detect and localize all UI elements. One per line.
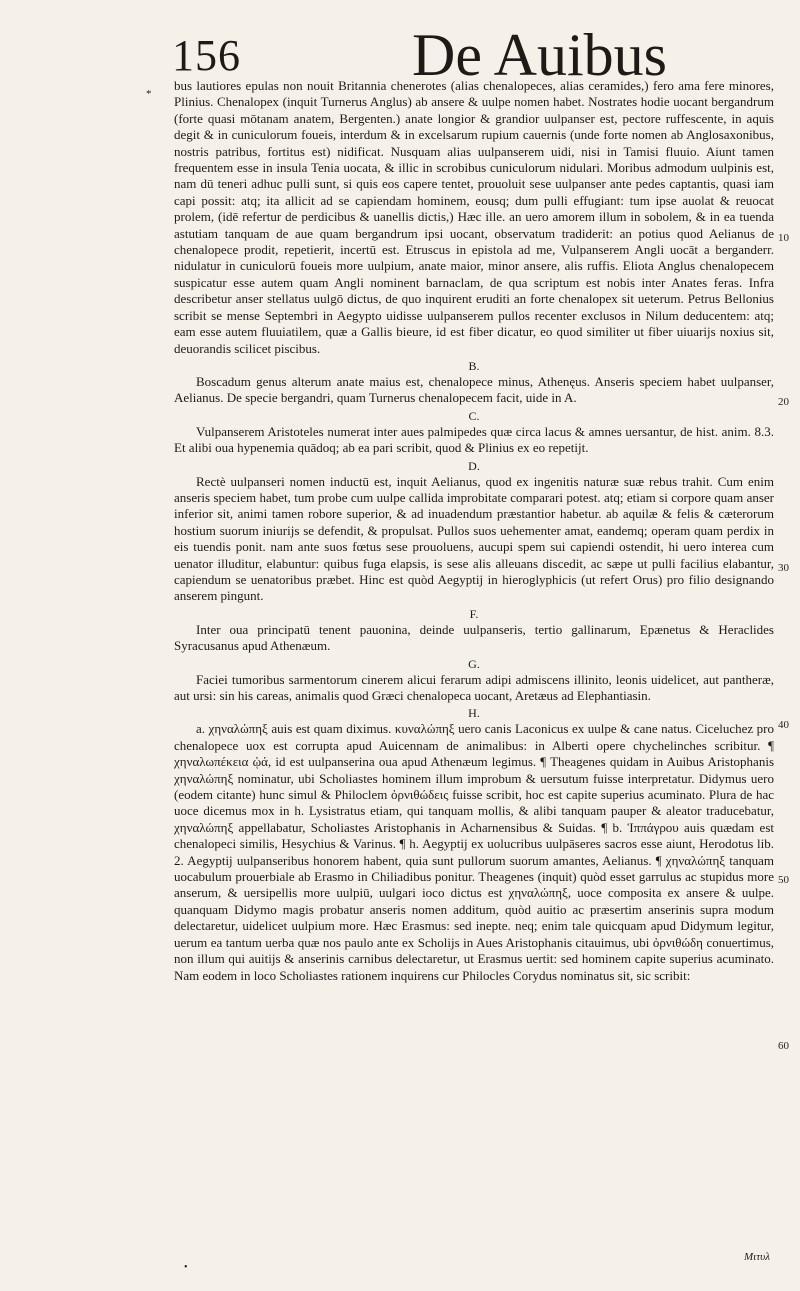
section-c-text: Vulpanserem Aristoteles numerat inter aues palmipedes quæ circa lacus & amnes uersantur, de hist. anim. 8.3. Et alibi oua hypenemia quādoq; ab ea pari scribit, quod & Plinius ex eo repetijt.	[174, 423, 774, 456]
running-title: De Auibus	[412, 22, 667, 88]
section-letter-c: C.	[468, 408, 480, 423]
paragraph-a: bus lautiores epulas non nouit Britannia chenerotes (alias chenalopeces, alias ceramides,) fero ama fere minores, Plinius. Chenalopex (inquit Turnerus Anglus) ab ansere & uulpe nomen habet. Nostrates hodie uocant bergandrum (forte quasi mōtanam anatem, Bergenten.) anate longior & grandior uulpanser est, pectore ruffescente, in aquis degit & in cuniculorum foueis, interdum & in excelsarum rupium cauernis (unde forte nomen ab Anglosaxonibus, nostris patribus, fortitus est) nidificat. Nusquam alias uulpanserem uidi, nisi in Tamisi fluuio. Aiunt tamen frequentem esse in insula Tenia uocata, & illic in scrobibus cuniculorum nidulari. Moribus admodum uulpinis est, nam dū teneri adhuc pulli sunt, si quis eos capere tentet, prouoluit sese uulpanser ante pedes captantis, quasi iam capi possit: atq; ita allicit ad se capiendam hominem, eousq; dum pulli effugiant: tum ipse auolat & reuocat prolem, (idē refertur de perdicibus & uanellis dictis,) Hæc ille. an uero amorem illum in sobolem, & in ea tuenda astutiam tanquam de aue quam bergandrum ipsi uocant, observatum tradiderit: an potius quod Aelianus de chenalopece prodit, repetierit, incertū est. Etruscus in epistola ad me, Vulpanserem Angli uocāt a berganderr. nidulatur in cuniculorū foueis more uulpium, anate maior, minor ansere, alis ruffis. Eliota Anglus chenalopecem suspicatur esse autem quam Angli nominent barnaclam, de qua scriptum est nobis inter Anates feras. Infra describetur anser stellatus uulgō dictus, de quo inquirent eruditi an forte chenalopex sit ueterum. Petrus Bellonius scribit se mense Septembri in Aegypto uidisse uulpanserem pullos recenter exclusos in Nilum deducentem: atq; eam esse autem fluuiatilem, quæ a Gallis bieure, id est fiber dicatur, eo quod similiter ut fiber uiuarijs noxius sit, deuorandis scilicet piscibus.	[174, 78, 774, 356]
footer-bullet: •	[184, 1262, 188, 1273]
margin-number-50: 50	[778, 874, 789, 886]
section-letter-d: D.	[468, 458, 480, 473]
section-letter-g: G.	[468, 656, 480, 671]
margin-number-30: 30	[778, 562, 789, 574]
margin-number-20: 20	[778, 396, 789, 408]
section-d-text: Rectè uulpanseri nomen inductū est, inquit Aelianus, quod ex ingenitis naturæ suæ rebus trahit. Cum enim anseris speciem habet, tum probe cum uulpe callida improbitate comparari potest. atq; etiam si corpore quam anser inferior sit, animi tamen robore superior, & ad inuadendum præstantior habetur. ab aquilæ & felis & cæterorum hostium suorum iniurijs se defendit, & propulsat. Pullos suos uehementer amat, eandemq; operam quam perdix in eis tuendis ponit. nam ante suos fœtus sese prouoluens, aucupi spem sui capiendi ostendit, hi uero interea cum uenator illuditur, elabuntur: quibus fuga elapsis, is sese alis alleuans discedit, ac sæpe ut pulli facilius elabantur, capiendum se uenatoribus præbet. Hinc est quòd Aegyptij in hieroglyphicis (ut refert Orus) pro filio designando anserem pingunt.	[174, 473, 774, 604]
margin-number-10: 10	[778, 232, 789, 244]
main-text	[174, 78, 774, 984]
section-letter-b: B.	[468, 358, 480, 373]
section-f-text: Inter oua principatū tenent pauonina, deinde uulpanseris, tertio gallinarum, Epænetus & Heraclides Syracusanus apud Athenæum.	[174, 621, 774, 654]
section-letter-h: H.	[468, 706, 480, 721]
section-g-text: Faciei tumoribus sarmentorum cinerem alicui ferarum adipi admiscens illinito, leonis uidelicet, aut pantheræ, aut ursi: sin his careas, animalis quod Græci chenalopeca uocant, Aretæus ad Elephantiasin.	[174, 671, 774, 703]
gutter-mark: *	[146, 88, 152, 100]
section-letter-f: F.	[469, 606, 479, 621]
section-b-text: Boscadum genus alterum anate maius est, chenalopece minus, Athenęus. Anseris speciem habet uulpanser, Aelianus. De specie bergandri, quam Turnerus chenalopecem facit, uide in A.	[174, 373, 774, 406]
catchword: Μιτυλ	[744, 1251, 770, 1263]
margin-number-40: 40	[778, 719, 789, 731]
section-h-text: a. χηναλώπηξ auis est quam diximus. κυναλώπηξ uero canis Laconicus ex uulpe & cane natus. Ciceluchez pro chenalopece uox est corrupta apud Auicennam de animalibus: in Alberti opere chychelinches scribitur. ¶ χηναλωπέκεια ᾠά, id est uulpanserina oua apud Athenæum legimus. ¶ Theagenes quidam in Auibus Aristophanis χηναλώπηξ nominatur, ubi Scholiastes hominem illum improbum & uersutum fuisse interpretatur. Didymus uero (eodem citante) hunc simul & Philoclem ὀρνιθώδεις fuisse scribit, hoc est capite superius acuminato. Plura de hac uoce dicemus mox in h. Lysistratus etiam, qui tanquam mollis, & alibi tanquam pauper & aleator traducebatur, χηναλώπηξ appellabatur, Scholiastes Aristophanis in Acharnensibus & Suidas. ¶ b. Ἱππάγρου auis quædam est chenalopeci similis, Hesychius & Varinus. ¶ h. Aegyptij ex uolucribus uulpāseres sacros esse aiunt, Herodotus lib. 2. Aegyptij uulpanseribus honorem habent, quia sunt pullorum suorum amantes, Aelianus. ¶ χηναλώπηξ tanquam uocabulum prouerbiale ab Erasmo in Chiliadibus ponitur. Theagenes (inquit) quòd esset garrulus ac stupidus more anserum, & uersipellis more uulpiū, uulgari ioco dictus est χηναλώπηξ, uoce composita ex ansere & uulpe. quanquam Didymo magis probatur anseris nomen additum, quòd auitio ac præsertim anserinis supra modum delectaretur, uidelicet uulpium more. Hæc Erasmus: sed inepte. neq; enim tale quicquam apud Didymum legitur, uerum ea tantum uerba quæ nos paulo ante ex Scholijs in Aues Aristophanis citauimus, ubi ὀρνιθώδη conuertimus, non illum qui auitijs & anserinis carnibus delectaretur, ut Erasmus uertit: sed hominem capite superius acuminato. Nam eodem in loco Scholiastes rationem inquirens cur Philocles Corydus nominatus sit, sic scribit:	[174, 721, 774, 983]
margin-number-60: 60	[778, 1040, 789, 1052]
page-number: 156	[172, 31, 241, 80]
